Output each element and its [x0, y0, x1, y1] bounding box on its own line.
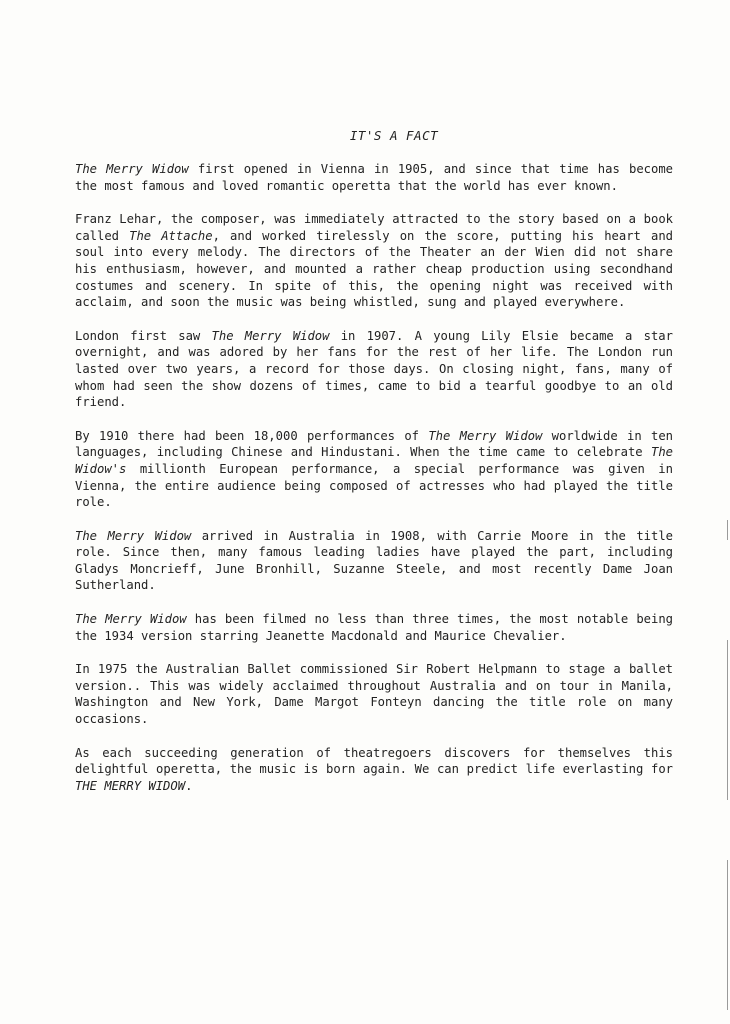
italic-title-text: The Widow's: [75, 445, 673, 476]
paragraph: [75, 745, 673, 795]
scan-edge-mark: [727, 640, 728, 800]
paragraph-text: , and worked tirelessly on the score, putting his heart and soul into every melody. The directors of the Theater an der Wien did not share his enthusiasm, however, and mounted a rather cheap production using secondhand costumes and scenery. In spite of this, the opening night was received with acclaim, and soon the music was being whistled, sung and played everywhere.: [75, 228, 673, 310]
italic-title-text: The Merry Widow: [75, 528, 192, 543]
paragraph-text: arrived in Australia in 1908, with Carrie Moore in the title role. Since then, many famous leading ladies have played the part, including Gladys Moncrieff, June Bronhill, Suzanne Steele, and most recently Dame Joan Sutherland.: [75, 528, 674, 593]
italic-title-text: The Merry Widow: [428, 428, 543, 443]
paragraph-text: By 1910 there had been 18,000 performances of: [75, 428, 429, 443]
document-body: [75, 128, 673, 811]
paragraph-text: In 1975 the Australian Ballet commissioned Sir Robert Helpmann to stage a ballet version.. This was widely acclaimed throughout Australia and on tour in Manila, Washington and New York, Dame Margot Fonteyn dancing the title role on many occasions.: [75, 662, 673, 727]
paragraph-text: millionth European performance, a special performance was given in Vienna, the entire audience being composed of actresses who had played the title role.: [75, 461, 673, 510]
italic-title-text: The Merry Widow: [75, 162, 189, 176]
paragraph: [75, 328, 673, 411]
paragraph-text: first opened in Vienna in 1905, and since that time has become the most famous and loved romantic operetta that the world has ever known.: [75, 162, 674, 193]
italic-title-text: The Merry Widow: [211, 328, 330, 343]
paragraph: [75, 611, 673, 644]
paragraph: [75, 528, 673, 594]
italic-title-text: The Attache: [129, 228, 213, 243]
scan-edge-mark: [727, 520, 728, 540]
page-title: IT'S A FACT: [349, 128, 439, 143]
paragraph-text: has been filmed no less than three times, the most notable being the 1934 version starring Jeanette Macdonald and Maurice Chevalier.: [75, 612, 674, 643]
paragraph: [75, 161, 673, 194]
paragraph-list: [75, 161, 673, 794]
italic-title-text: THE MERRY WIDOW: [75, 778, 186, 793]
paragraph-text: in 1907. A young Lily Elsie became a star overnight, and was adored by her fans for the rest of her life. The London run lasted over two years, a record for those days. On closing night, fans, many of whom had seen the show dozens of times, came to bid a tearful goodbye to an old friend.: [75, 328, 673, 410]
paragraph-text: .: [185, 778, 193, 793]
paragraph-text: As each succeeding generation of theatregoers discovers for themselves this delightful operetta, the music is born again. We can predict life everlasting for: [75, 745, 673, 777]
paragraph: [75, 661, 673, 727]
scan-edge-mark: [727, 860, 728, 1010]
paragraph-text: Franz Lehar, the composer, was immediately attracted to the story based on a book called: [75, 212, 673, 243]
paragraph: [75, 211, 673, 311]
italic-title-text: The Merry Widow: [75, 612, 187, 627]
paragraph-text: worldwide in ten languages, including Chinese and Hindustani. When the time came to celebrate: [75, 428, 674, 460]
paragraph-text: London first saw: [75, 328, 212, 343]
paragraph: [75, 428, 673, 511]
